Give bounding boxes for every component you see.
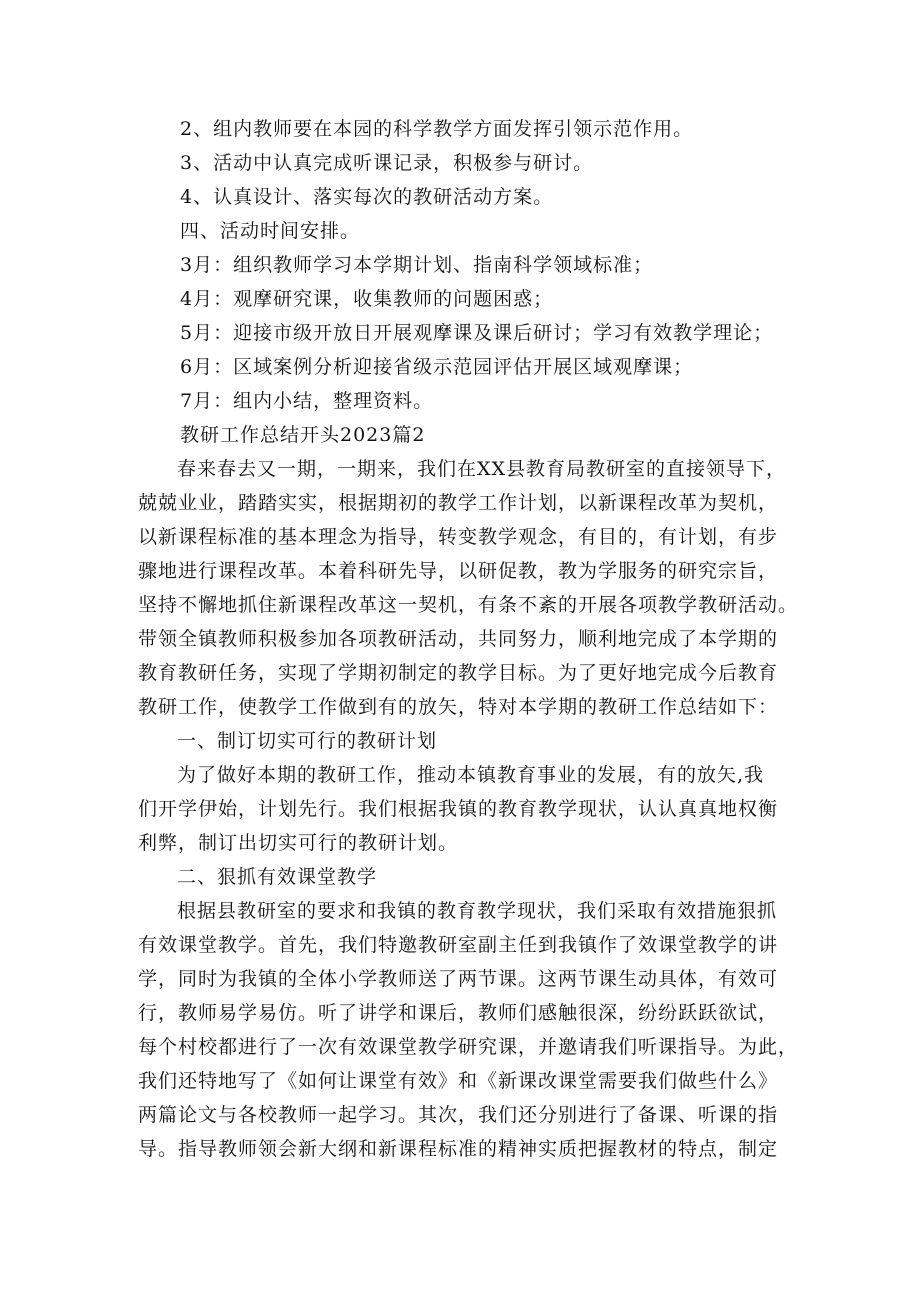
paragraph-line: 有效课堂教学。首先，我们特邀教研室副主任到我镇作了效课堂教学的讲 xyxy=(138,934,779,956)
list-item: 3、活动中认真完成听课记录，积极参与研讨。 xyxy=(180,152,594,174)
paragraph-line: 行，教师易学易仿。听了讲学和课后，教师们感触很深，纷纷跃跃欲试， xyxy=(138,1002,779,1024)
paragraph-line: 每个村校都进行了一次有效课堂教学研究课，并邀请我们听课指导。为此， xyxy=(138,1036,799,1058)
paragraph-line: 两篇论文与各校教师一起学习。其次，我们还分别进行了备课、听课的指 xyxy=(138,1104,779,1126)
paragraph-line: 兢兢业业，踏踏实实，根据期初的教学工作计划，以新课程改革为契机， xyxy=(138,492,779,514)
section-one-heading: 一、制订切实可行的教研计划 xyxy=(177,730,438,752)
paragraph-line: 根据县教研室的要求和我镇的教育教学现状，我们采取有效措施狠抓 xyxy=(177,900,778,922)
list-item: 4、认真设计、落实每次的教研活动方案。 xyxy=(180,186,554,208)
paragraph-line: 以新课程标准的基本理念为指导，转变教学观念，有目的，有计划，有步 xyxy=(138,526,779,548)
schedule-item: 4月：观摩研究课，收集教师的问题困惑； xyxy=(180,288,554,310)
schedule-item: 5月：迎接市级开放日开展观摩课及课后研讨；学习有效教学理论； xyxy=(180,322,774,344)
paragraph-line: 带领全镇教师积极参加各项教研活动，共同努力，顺利地完成了本学期的 xyxy=(138,628,779,650)
paragraph-line: 坚持不懈地抓住新课程改革这一契机，有条不紊的开展各项教学教研活动。 xyxy=(138,594,799,616)
paragraph-line: 导。指导教师领会新大纲和新课程标准的精神实质把握教材的特点，制定 xyxy=(138,1138,779,1160)
paragraph-line: 利弊，制订出切实可行的教研计划。 xyxy=(138,832,459,854)
schedule-item: 7月：组内小结，整理资料。 xyxy=(180,390,434,412)
paragraph-line: 们开学伊始，计划先行。我们根据我镇的教育教学现状，认认真真地权衡 xyxy=(138,798,779,820)
section-four-heading: 四、活动时间安排。 xyxy=(180,220,361,242)
paragraph-line: 学，同时为我镇的全体小学教师送了两节课。这两节课生动具体，有效可 xyxy=(138,968,779,990)
list-item: 2、组内教师要在本园的科学教学方面发挥引领示范作用。 xyxy=(180,118,694,140)
schedule-item: 6月：区域案例分析迎接省级示范园评估开展区域观摩课； xyxy=(180,356,694,378)
paragraph-line: 我们还特地写了《如何让课堂有效》和《新课改课堂需要我们做些什么》 xyxy=(138,1070,779,1092)
section-two-heading: 二、狠抓有效课堂教学 xyxy=(177,866,378,888)
paragraph-line: 教研工作，使教学工作做到有的放矢，特对本学期的教研工作总结如下： xyxy=(138,696,779,718)
article-title: 教研工作总结开头2023篇2 xyxy=(180,424,426,446)
paragraph-line: 春来春去又一期，一期来，我们在XX县教育局教研室的直接领导下， xyxy=(177,458,787,480)
schedule-item: 3月：组织教师学习本学期计划、指南科学领域标准； xyxy=(180,254,654,276)
paragraph-line: 为了做好本期的教研工作，推动本镇教育事业的发展，有的放矢,我 xyxy=(177,764,765,786)
paragraph-line: 骤地进行课程改革。本着科研先导，以研促教，教为学服务的研究宗旨， xyxy=(138,560,779,582)
paragraph-line: 教育教研任务，实现了学期初制定的教学目标。为了更好地完成今后教育 xyxy=(138,662,779,684)
